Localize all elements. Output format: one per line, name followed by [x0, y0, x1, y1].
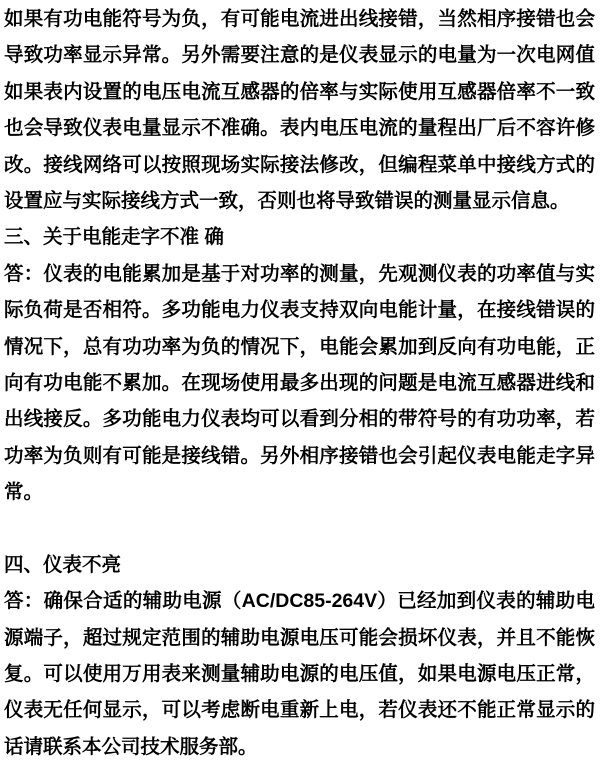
text-line: 际负荷是否相符。多功能电力仪表支持双向电能计量，在接线错误的 — [4, 299, 595, 322]
text-line: 向有功电能不累加。在现场使用最多出现的问题是电流互感器进线和 — [4, 371, 595, 394]
text-line: 如果表内设置的电压电流互感器的倍率与实际使用互感器倍率不一致 — [4, 80, 595, 103]
text-line: 话请联系本公司技术服务部。 — [4, 735, 258, 758]
blank-line — [4, 510, 595, 546]
text-line: 设置应与实际接线方式一致，否则也将导致错误的测量显示信息。 — [4, 189, 570, 212]
text-line: 答：确保合适的辅助电源（AC/DC85-264V）已经加到仪表的辅助电 — [4, 590, 595, 613]
text-line: 也会导致仪表电量显示不准确。表内电压电流的量程出厂后不容许修 — [4, 117, 595, 140]
text-line: 如果有功电能符号为负，有可能电流进出线接错，当然相序接错也会 — [4, 8, 595, 30]
text-block — [4, 1, 595, 765]
text-line: 导致功率显示异常。另外需要注意的是仪表显示的电量为一次电网值 — [4, 44, 595, 67]
text-line: 改。接线网络可以按照现场实际接法修改，但编程菜单中接线方式的 — [4, 153, 595, 176]
text-line: 情况下，总有功功率为负的情况下，电能会累加到反向有功电能，正 — [4, 335, 595, 358]
section-heading: 四、仪表不亮 — [4, 553, 122, 576]
text-line: 功率为负则有可能是接线错。另外相序接错也会引起仪表电能走字异 — [4, 444, 595, 467]
text-line: 答：仪表的电能累加是基于对功率的测量，先观测仪表的功率值与实 — [4, 262, 595, 285]
text-line: 复。可以使用万用表来测量辅助电源的电压值，如果电源电压正常， — [4, 663, 595, 686]
text-line: 仪表无任何显示，可以考虑断电重新上电，若仪表还不能正常显示的 — [4, 699, 595, 722]
section-heading: 三、关于电能走字不准 确 — [4, 226, 224, 249]
text-line: 常。 — [4, 481, 44, 504]
text-line: 源端子，超过规定范围的辅助电源电压可能会损坏仪表，并且不能恢 — [4, 626, 595, 649]
text-line: 出线接反。多功能电力仪表均可以看到分相的带符号的有功功率，若 — [4, 408, 595, 431]
